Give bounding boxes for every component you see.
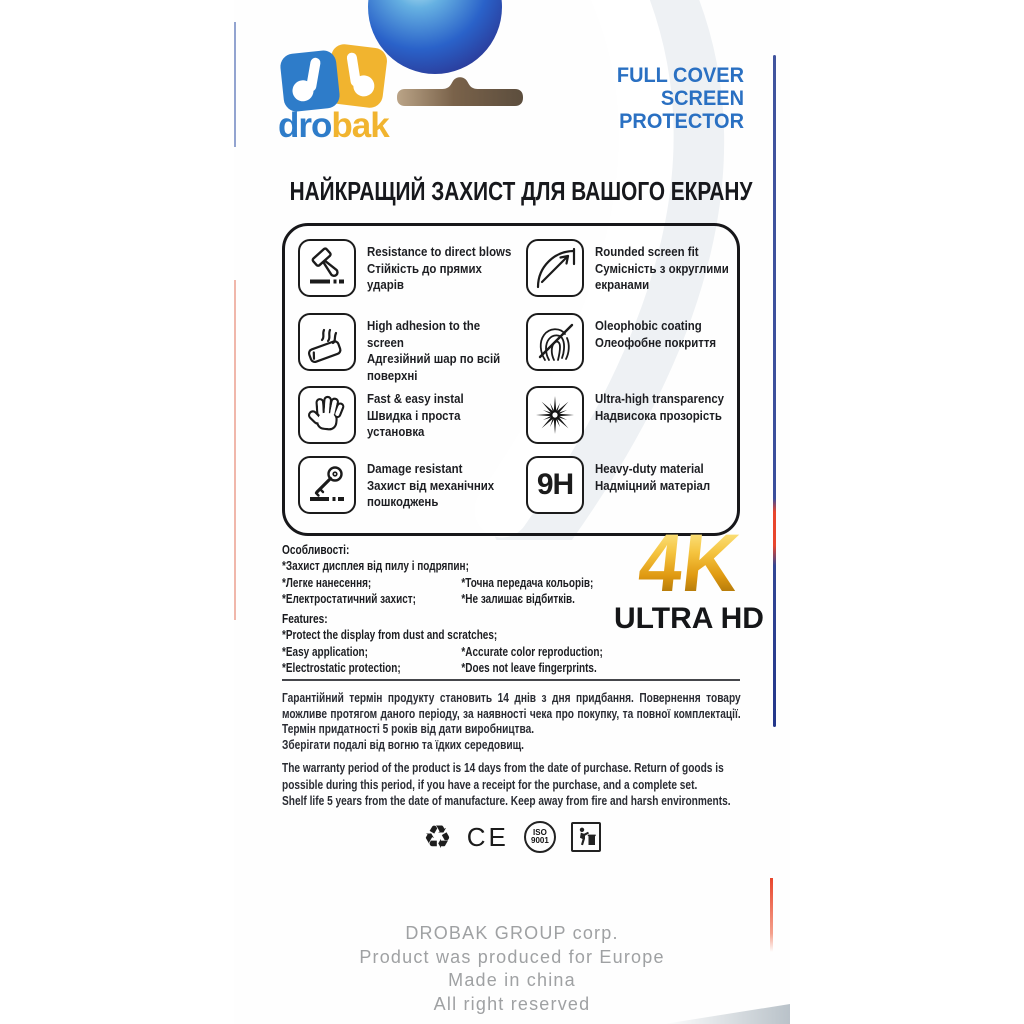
feature-label-en: Damage resistant (367, 461, 463, 476)
feature-label-en: Oleophobic coating (595, 318, 702, 333)
4k-ultra-hd-logo (600, 518, 778, 635)
9h-badge (526, 456, 584, 514)
feature-label-ua: Надміцний матеріал (595, 477, 711, 493)
manufacturer-line: DROBAK GROUP corp. (405, 923, 619, 943)
logo-word-dro: dro (278, 106, 332, 145)
logo-blue-square (279, 49, 341, 113)
sparkle-icon (526, 386, 584, 444)
feature-resistance (298, 239, 535, 297)
feature-transparency (526, 386, 763, 444)
iso-label: ISO (533, 828, 547, 837)
feature-label-ua: Адгезійний шар по всій поверхні (367, 351, 501, 383)
adhesive-film-icon (298, 313, 356, 371)
iso-number: 9001 (531, 836, 549, 845)
feature-label-en: Heavy-duty material (595, 461, 704, 476)
separator-line (282, 679, 740, 681)
package-edge-accent-left-top (234, 22, 236, 147)
feature-label-en: High adhesion to the screen (367, 318, 481, 350)
product-title-line-2: SCREEN (660, 87, 744, 110)
rounded-corner-icon (526, 239, 584, 297)
ultra-hd-label: ULTRA HD (614, 602, 764, 635)
9h-hardness-label: 9H (536, 468, 574, 501)
ce-mark: CE (466, 821, 509, 852)
recycle-icon: ♻ (423, 819, 452, 855)
4k-label: 4K (600, 526, 777, 602)
manufacturer-line: Made in china (448, 970, 576, 990)
storage-note-ua: Зберігати подалі від вогню та їдких середовищ. (282, 736, 524, 752)
features-list-ua-item: *Електростатичний захист; (282, 591, 416, 606)
feature-rounded-fit (526, 239, 763, 297)
feature-label-en: Resistance to direct blows (367, 244, 512, 259)
manufacturer-info (234, 922, 790, 1016)
feature-label-ua: Олеофобне покриття (595, 334, 717, 350)
feature-label-en: Fast & easy instal (367, 391, 464, 406)
feature-label-ua: Швидка і проста установка (367, 407, 461, 439)
manufacturer-line: Product was produced for Europe (359, 946, 665, 967)
features-list-ua-item: *Легке нанесення; (282, 574, 372, 590)
features-list-en-line: *Protect the display from dust and scratches; (282, 627, 498, 642)
feature-damage-resistant (298, 456, 535, 514)
package-back-panel (234, 0, 790, 1024)
feature-adhesion (298, 313, 535, 384)
euro-hang-slot (391, 72, 529, 116)
features-list-ua-item: *Точна передача кольорів; (461, 574, 594, 590)
key-icon (298, 456, 356, 514)
logo-wordmark (278, 106, 389, 146)
features-list-en-item: *Easy application; (282, 643, 368, 659)
warranty-text-en (282, 760, 741, 810)
feature-label-en: Rounded screen fit (595, 244, 699, 259)
feature-oleophobic (526, 313, 763, 371)
product-title (564, 64, 745, 133)
feature-label-ua: Надвисока прозорість (595, 407, 722, 423)
features-list-ua-line: *Захист дисплея від пилу і подряпин; (282, 558, 469, 573)
iso-9001-badge (524, 821, 556, 853)
shelf-life-note-en: Shelf life 5 years from the date of manufacture. Keep away from fire and harsh environments. (282, 793, 731, 808)
warranty-paragraph-ua: Гарантійний термін продукту становить 14 днів з дня придбання. Повернення товару можливе протягом даного періоду, за наявності чека про покупку, та повної комплектації. Термін придатності 5 років від дати виробництва. (282, 690, 741, 736)
product-title-line-1: FULL COVER (616, 64, 744, 87)
headline: НАЙКРАЩИЙ ЗАХИСТ ДЛЯ ВАШОГО ЕКРАНУ (289, 176, 753, 206)
manufacturer-line: All right reserved (433, 993, 591, 1014)
warranty-paragraph-en: The warranty period of the product is 14 days from the date of purchase. Return of goods is possible during this period, if you have a receipt for the purchase, and a complete set. (282, 760, 724, 792)
package-edge-accent-left-mid (234, 280, 236, 620)
certification-marks (234, 818, 790, 856)
feature-label-en: Ultra-high transparency (595, 391, 725, 406)
logo-blue-glyph (279, 49, 341, 113)
feature-label-ua: Стійкість до прямих ударів (367, 260, 482, 292)
features-list-en-item: *Electrostatic protection; (282, 660, 401, 675)
features-list-ua (282, 541, 641, 608)
feature-easy-install (298, 386, 535, 444)
feature-label-ua: Захист від механічних пошкоджень (367, 477, 495, 509)
dispose-properly-icon (571, 822, 601, 852)
features-list-en-title: Features: (282, 611, 328, 626)
features-list-en (282, 610, 641, 677)
hammer-icon (298, 239, 356, 297)
product-title-line-3: PROTECTOR (619, 110, 744, 133)
feature-heavy-duty (526, 456, 763, 514)
features-list-en-item: *Does not leave fingerprints. (461, 660, 597, 675)
hand-icon (298, 386, 356, 444)
feature-label-ua: Сумісність з округлими екранами (595, 260, 729, 292)
features-list-en-item: *Accurate color reproduction; (461, 643, 603, 659)
no-fingerprint-icon (526, 313, 584, 371)
features-list-ua-item: *Не залишає відбитків. (461, 591, 575, 606)
features-grid (282, 223, 740, 536)
features-list-ua-title: Особливості: (282, 542, 350, 557)
warranty-text-ua (282, 690, 741, 752)
logo-word-bak: bak (331, 106, 389, 145)
